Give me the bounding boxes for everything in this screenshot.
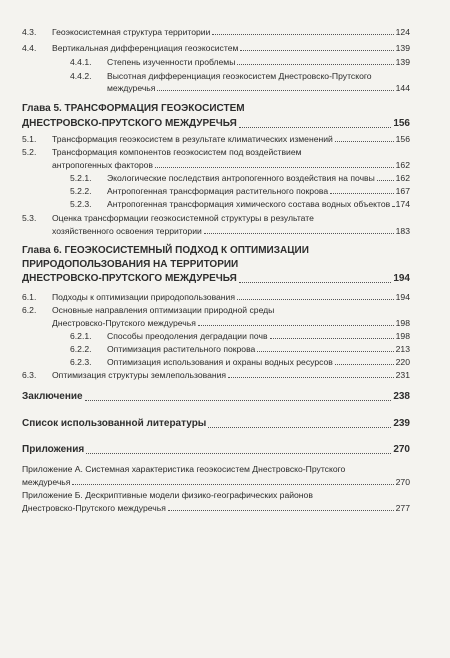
leader-dots	[198, 325, 394, 326]
toc-page-number: 220	[395, 357, 410, 367]
toc-page-number: 144	[395, 83, 410, 93]
chapter-title: Глава 6. ГЕОЭКОСИСТЕМНЫЙ ПОДХОД К ОПТИМИЗАЦИИ	[22, 245, 309, 256]
toc-number: 6.3.	[22, 370, 37, 380]
toc-number: 6.2.1.	[70, 331, 92, 341]
leader-dots	[237, 64, 393, 65]
toc-number: 6.2.2.	[70, 344, 92, 354]
toc-title: Трансформация компонентов геоэкосистем под воздействием	[52, 147, 302, 157]
toc-title-cont: антропогенных факторов	[52, 160, 153, 170]
chapter-title-cont: ДНЕСТРОВСКО-ПРУТСКОГО МЕЖДУРЕЧЬЯ	[22, 273, 237, 284]
toc-page-number: 198	[395, 318, 410, 328]
toc-title: Степень изученности проблемы	[107, 57, 236, 67]
leader-dots	[212, 34, 393, 35]
toc-page-number: 139	[395, 57, 410, 67]
toc-page-number: 162	[395, 160, 410, 170]
toc-title-cont: Днестровско-Прутского междуречья	[22, 503, 166, 513]
toc-title: Антропогенная трансформация химического состава водных объектов	[107, 199, 391, 209]
toc-page-number: 194	[395, 292, 410, 302]
toc-title: Экологические последствия антропогенного воздействия на почвы	[107, 173, 375, 183]
toc-title-cont: хозяйственного освоения территории	[52, 226, 202, 236]
leader-dots	[392, 206, 393, 207]
toc-number: 5.2.2.	[70, 186, 92, 196]
toc-page-number: 183	[395, 226, 410, 236]
toc-title-cont: междуречья	[22, 477, 71, 487]
toc-number: 6.2.	[22, 305, 37, 315]
toc-title: Приложение Б. Дескриптивные модели физико-географических районов	[22, 490, 313, 500]
chapter-title-cont: ДНЕСТРОВСКО-ПРУТСКОГО МЕЖДУРЕЧЬЯ	[22, 118, 237, 129]
toc-page-number: 156	[393, 118, 410, 129]
chapter-title-cont: ПРИРОДОПОЛЬЗОВАНИЯ НА ТЕРРИТОРИИ	[22, 259, 239, 270]
leader-dots	[72, 484, 393, 485]
toc-title: Геоэкосистемная структура территории	[52, 27, 211, 37]
toc-title: Основные направления оптимизации природной среды	[52, 305, 275, 315]
leader-dots	[168, 510, 394, 511]
leader-dots	[330, 193, 394, 194]
toc-title: Оптимизация использования и охраны водных ресурсов	[107, 357, 333, 367]
toc-page-number: 239	[393, 418, 410, 429]
toc-page-number: 174	[395, 199, 410, 209]
toc-title: Высотная дифференциация геоэкосистем Днестровско-Прутского	[107, 71, 372, 81]
leader-dots	[335, 364, 394, 365]
toc-title: Оптимизация растительного покрова	[107, 344, 256, 354]
toc-title: Антропогенная трансформация растительного покрова	[107, 186, 329, 196]
leader-dots	[240, 50, 393, 51]
toc-page-number: 238	[393, 391, 410, 402]
toc-title: Оптимизация структуры землепользования	[52, 370, 227, 380]
leader-dots	[257, 351, 393, 352]
toc-number: 4.4.2.	[70, 71, 92, 81]
toc-number: 5.1.	[22, 134, 37, 144]
toc-page-number: 277	[395, 503, 410, 513]
leader-dots	[239, 127, 392, 128]
toc-title: Вертикальная дифференциация геоэкосистем	[52, 43, 239, 53]
toc-number: 5.2.3.	[70, 199, 92, 209]
leader-dots	[155, 167, 394, 168]
leader-dots	[204, 233, 394, 234]
toc-title-cont: Днестровско-Прутского междуречья	[52, 318, 196, 328]
toc-title: Приложение А. Системная характеристика геоэкосистем Днестровско-Прутского	[22, 464, 346, 474]
chapter-title: Список использованной литературы	[22, 418, 207, 429]
toc-page-number: 213	[395, 344, 410, 354]
chapter-title: Приложения	[22, 444, 85, 455]
toc-page-number: 124	[395, 27, 410, 37]
toc-number: 4.4.1.	[70, 57, 92, 67]
chapter-title: Заключение	[22, 391, 83, 402]
toc-page-number: 270	[393, 444, 410, 455]
toc-number: 4.3.	[22, 27, 37, 37]
toc-page-number: 270	[395, 477, 410, 487]
toc-number: 4.4.	[22, 43, 37, 53]
toc-page-number: 156	[395, 134, 410, 144]
toc-page-number: 194	[393, 273, 410, 284]
leader-dots	[85, 400, 392, 401]
toc-page-number: 198	[395, 331, 410, 341]
toc-number: 5.2.1.	[70, 173, 92, 183]
toc-number: 5.2.	[22, 147, 37, 157]
toc-title: Трансформация геоэкосистем в результате климатических изменений	[52, 134, 333, 144]
toc-title: Способы преодоления деградации почв	[107, 331, 268, 341]
toc-title-cont: междуречья	[107, 83, 156, 93]
toc-title: Оценка трансформации геоэкосистемной структуры в результате	[52, 213, 314, 223]
leader-dots	[377, 180, 394, 181]
leader-dots	[228, 377, 394, 378]
leader-dots	[157, 90, 393, 91]
toc-number: 5.3.	[22, 213, 37, 223]
toc-page-number: 139	[395, 43, 410, 53]
leader-dots	[86, 453, 391, 454]
toc-page-number: 231	[395, 370, 410, 380]
toc-page-number: 167	[395, 186, 410, 196]
toc-number: 6.1.	[22, 292, 37, 302]
leader-dots	[335, 141, 394, 142]
leader-dots	[239, 282, 392, 283]
chapter-title: Глава 5. ТРАНСФОРМАЦИЯ ГЕОЭКОСИСТЕМ	[22, 103, 245, 114]
leader-dots	[208, 427, 391, 428]
toc-title: Подходы к оптимизации природопользования	[52, 292, 236, 302]
toc-page-number: 162	[395, 173, 410, 183]
leader-dots	[237, 299, 394, 300]
toc-number: 6.2.3.	[70, 357, 92, 367]
leader-dots	[270, 338, 394, 339]
